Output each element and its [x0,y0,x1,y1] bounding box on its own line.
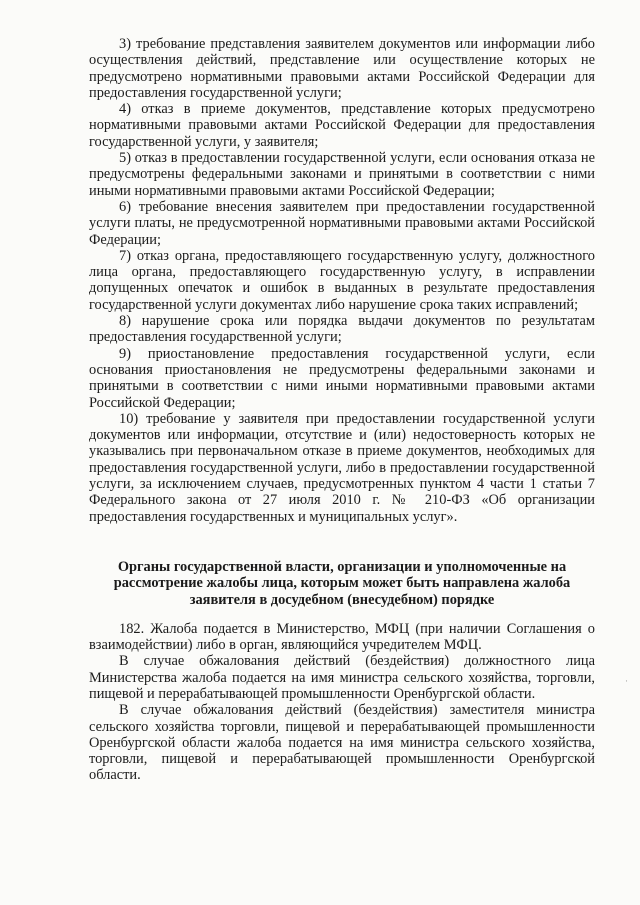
paragraph-deputy-complaint: В случае обжалования действий (бездействия) заместителя министра сельского хозяйства торговли, пищевой и перерабатывающей промышленности Оренбургской области жалоба подается на имя министра сельского хозяйства, торговли, пищевой и перерабатывающей промышленности Оренбургской области. [89,702,595,784]
list-item-4: 4) отказ в приеме документов, представление которых предусмотрено нормативными правовыми актами Российской Федерации для предоставления государственной услуги, у заявителя; [89,101,595,150]
paragraph-official-complaint: В случае обжалования действий (бездействия) должностного лица Министерства жалоба подается на имя министра сельского хозяйства, торговли, пищевой и перерабатывающей промышленности Оренбургской области. [89,653,595,702]
list-item-5: 5) отказ в предоставлении государственной услуги, если основания отказа не предусмотрены федеральными законами и принятыми в соответствии с ними иными нормативными правовыми актами Российской Федерации; [89,150,595,199]
list-item-10: 10) требование у заявителя при предоставлении государственной услуги документов или информации, отсутствие и (или) недостоверность которых не указывались при первоначальном отказе в приеме документов, необходимых для предоставления государственной услуги, либо в предоставлении государственной услуги, за исключением случаев, предусмотренных пунктом 4 части 1 статьи 7 Федерального закона от 27 июля 2010 г. № 210-ФЗ «Об организации предоставления государственных и муниципальных услуг». [89,410,595,525]
list-item-6: 6) требование внесения заявителем при предоставлении государственной услуги платы, не предусмотренной нормативными правовыми актами Российской Федерации; [89,198,595,248]
page-content [89,36,595,784]
list-item-9: 9) приостановление предоставления государственной услуги, если основания приостановления не предусмотрены федеральными законами и принятыми в соответствии с ними иными нормативными правовыми актами Российской Федерации; [89,345,595,411]
scan-speck: · [625,676,628,686]
list-item-8: 8) нарушение срока или порядка выдачи документов по результатам предоставления государственной услуги; [89,313,595,346]
list-item-3: 3) требование представления заявителем документов или информации либо осуществления действий, представление или осуществление которых не предусмотрено нормативными правовыми актами Российской Федерации для предоставления государственной услуги; [89,36,595,101]
list-item-7: 7) отказ органа, предоставляющего государственную услугу, должностного лица органа, предоставляющего государственную услугу, в исправлении допущенных опечаток и ошибок в выданных в результате предоставления государственной услуги документах либо нарушение срока таких исправлений; [89,247,595,313]
paragraph-182: 182. Жалоба подается в Министерство, МФЦ (при наличии Соглашения о взаимодействии) либо в орган, являющийся учредителем МФЦ. [89,620,595,654]
section-heading: Органы государственной власти, организации и уполномоченные на рассмотрение жалобы лица, которым может быть направлена жалоба заявителя в досудебном (внесудебном) порядке [113,558,571,608]
